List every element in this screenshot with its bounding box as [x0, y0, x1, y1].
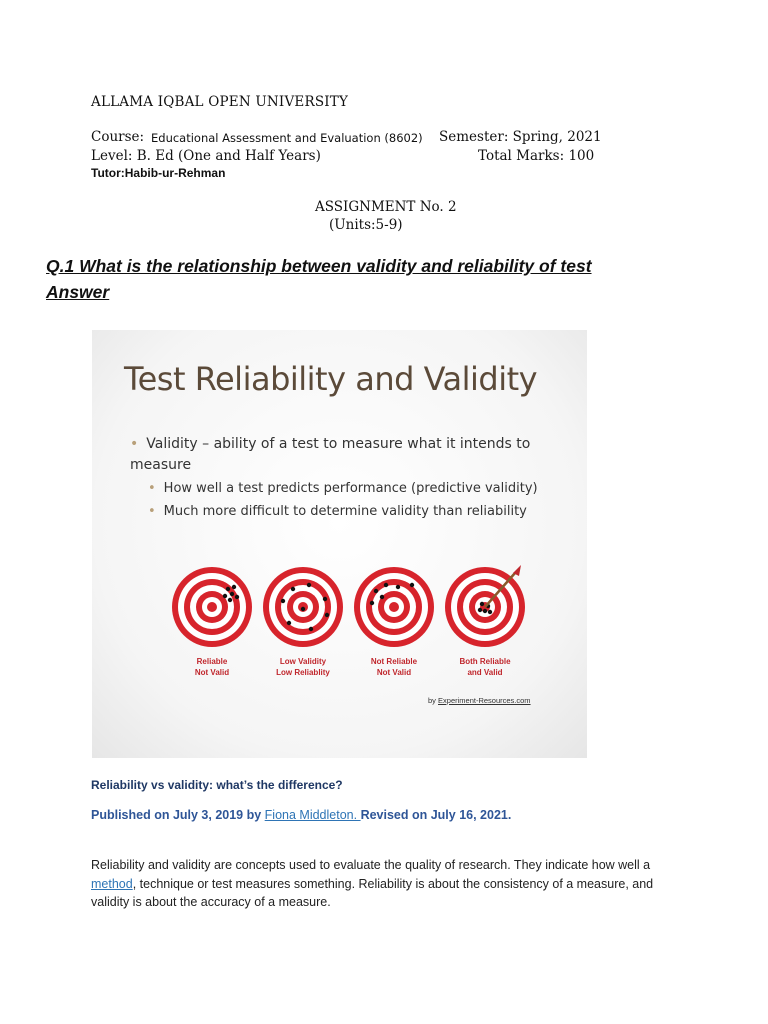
bullet-dot-icon: •: [130, 436, 139, 452]
target-icon: [354, 567, 434, 647]
target-caption: Reliable Not Valid: [194, 657, 230, 677]
targets-illustration: [92, 330, 587, 758]
total-marks: Total Marks: 100: [478, 148, 595, 164]
answer-heading: Answer: [46, 282, 110, 302]
target-caption: Not Reliable Not Valid: [370, 657, 418, 677]
course-value: Educational Assessment and Evaluation (8602): [151, 131, 423, 145]
semester: Semester: Spring, 2021: [439, 129, 602, 145]
slide-title: Test Reliability and Validity: [124, 360, 538, 398]
bullet-dot-icon: •: [148, 481, 156, 496]
question-heading: Q.1 What is the relationship between validity and reliability of test: [46, 256, 592, 276]
course-label: Course:: [91, 129, 145, 145]
assignment-units: (Units:5-9): [329, 217, 403, 233]
target-icon: [172, 567, 252, 647]
method-link[interactable]: method: [91, 876, 133, 891]
tutor: Tutor:Habib-ur-Rehman: [91, 166, 226, 180]
target-icon: [445, 565, 525, 647]
level: Level: B. Ed (One and Half Years): [91, 148, 321, 164]
assignment-title: ASSIGNMENT No. 2: [315, 199, 457, 215]
article-paragraph: Reliability and validity are concepts used to evaluate the quality of research. They indicate how well a method, technique or test measures something. Reliability is about the consistency of a measure, and validity is about the accuracy of a measure.: [91, 858, 654, 909]
reliability-validity-slide: [92, 330, 587, 758]
author-link[interactable]: Fiona Middleton.: [264, 808, 361, 822]
bullet-dot-icon: •: [148, 504, 156, 519]
bullet-main-text: Validity – ability of a test to measure what it intends to measure: [130, 436, 531, 473]
sub-bullet-text: Much more difficult to determine validity than reliability: [163, 504, 527, 519]
target-caption: Low Validity Low Reliablity: [276, 657, 330, 677]
target-icon: [263, 567, 343, 647]
published-line: Published on July 3, 2019 by Fiona Middleton. Revised on July 16, 2021.: [91, 808, 512, 822]
article-subhead: Reliability vs validity: what’s the difference?: [91, 778, 343, 792]
target-caption: Both Reliable and Valid: [459, 657, 511, 677]
sub-bullet-text: How well a test predicts performance (predictive validity): [163, 481, 538, 496]
image-credit: by Experiment-Resources.com: [428, 696, 531, 705]
university-name: ALLAMA IQBAL OPEN UNIVERSITY: [91, 94, 349, 110]
credit-link[interactable]: Experiment-Resources.com: [438, 696, 531, 705]
